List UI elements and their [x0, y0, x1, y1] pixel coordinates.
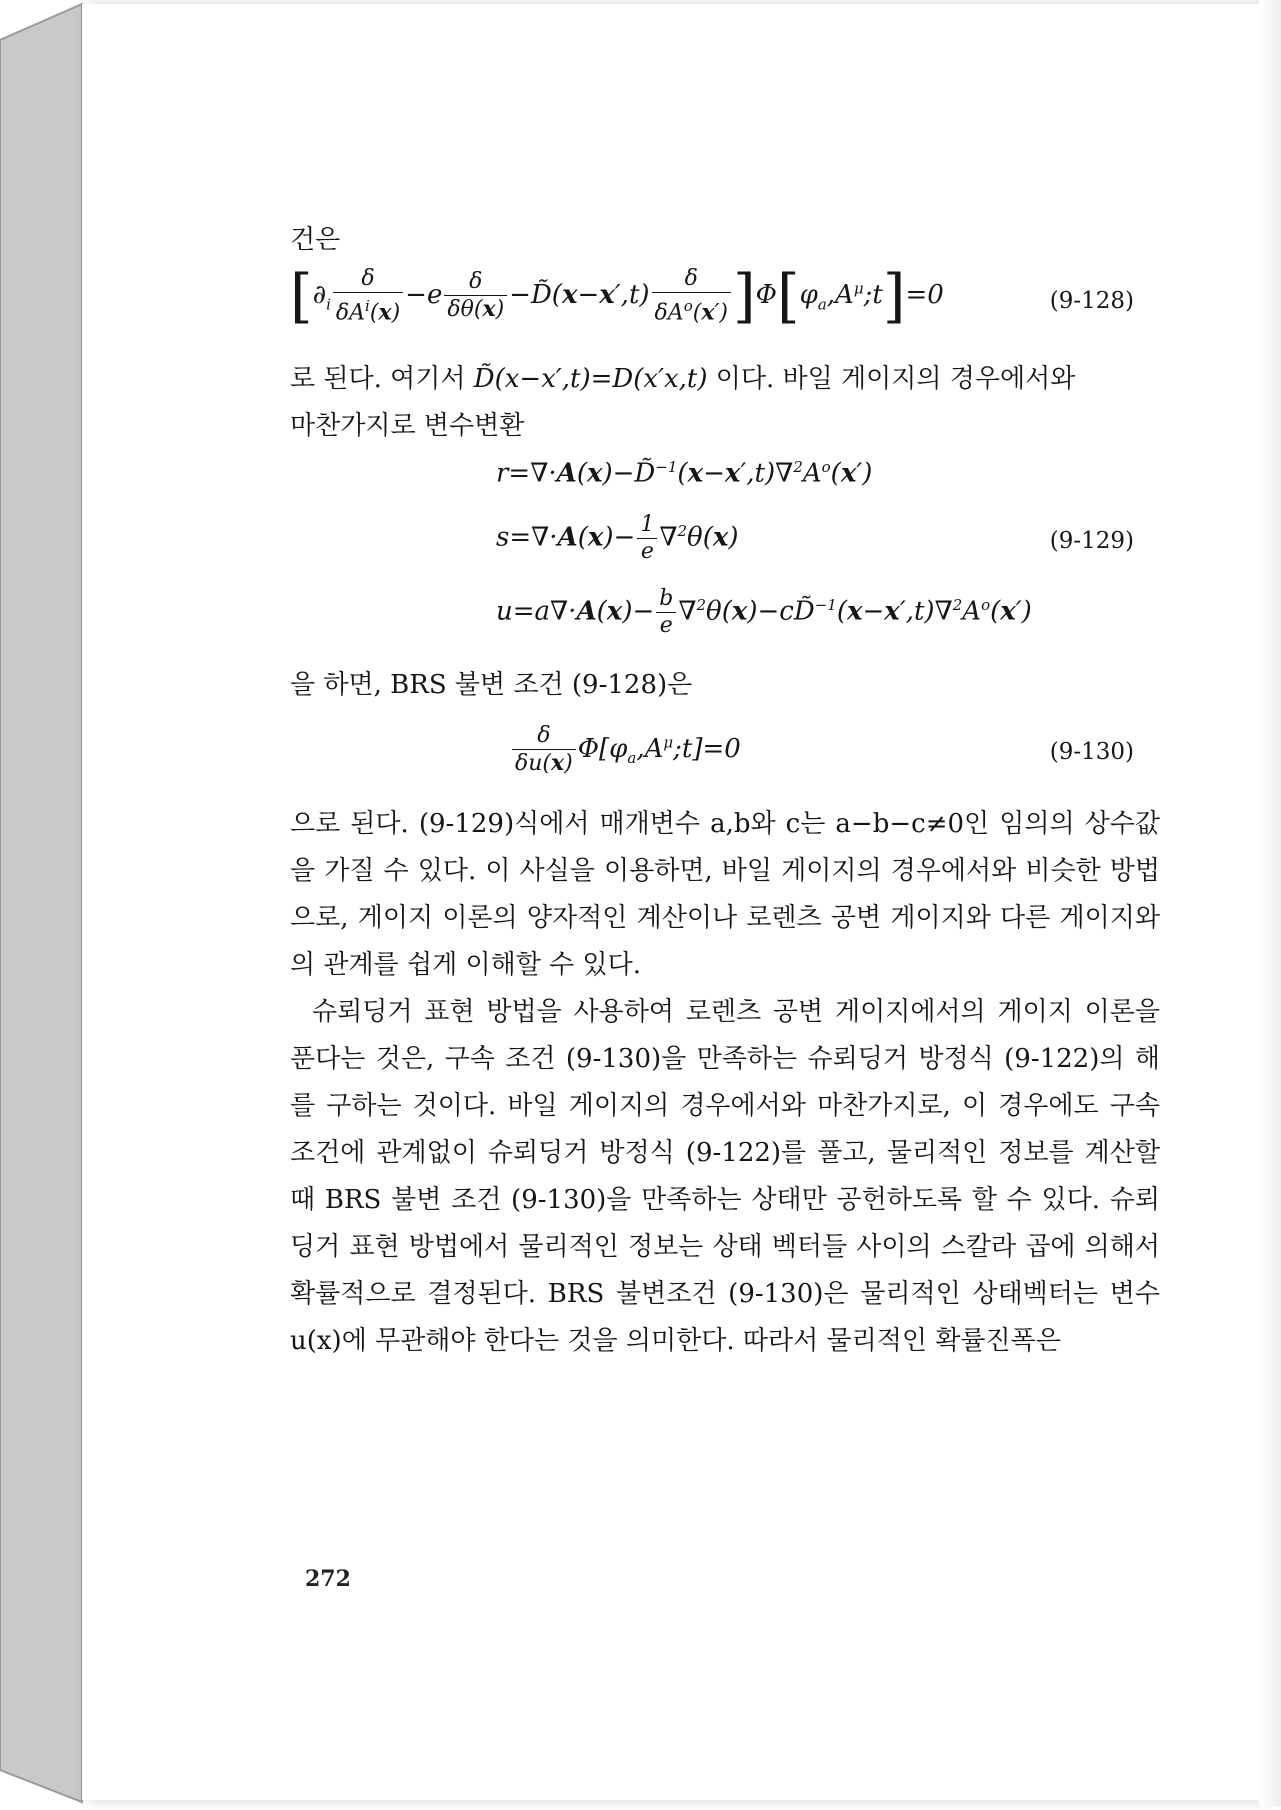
equation-9-130: $\frac{\delta}{\delta u(x)}$ $\Phi[\varphi_a,A^\mu;t]=0$ (9-130) [290, 709, 1160, 801]
text-line: 로 된다. 여기서 D̃(x−x′,t)=D(x′x,t) 이다. 바일 게이지의 경우에서와 [290, 364, 1076, 394]
text-line: 을 하면, BRS 불변 조건 (9-128)은 [290, 670, 693, 700]
equation-number: (9-129) [1049, 528, 1134, 554]
equation-number: (9-130) [1049, 739, 1134, 765]
paragraph: 으로 된다. (9-129)식에서 매개변수 a,b와 c는 a−b−c≠0인 임의의 상수값을 가질 수 있다. 이 사실을 이용하면, 바일 게이지의 경우에서와 비슷한 방법으로, 게이지 이론의 양자적인 계산이나 로렌츠 공변 게이지와 다른 게이지와의 관계를 쉽게 이해할 수 있다. [290, 809, 1160, 980]
equation-number: (9-128) [1049, 288, 1134, 314]
page-edge [1259, 0, 1281, 1806]
inline-equation: D̃(x−x′,t)=D(x′x,t) [473, 364, 708, 394]
text-line: 건은 [290, 225, 341, 255]
page-number: 272 [305, 1566, 351, 1592]
equation-9-128: [$\partial_i$ $\frac{\delta}{\delta A^i(x)}$ −e $\frac{\delta}{\delta\theta(x)}$ −D̃(x−x′,t) $\frac{\delta}{\delta A^o(x')}$ ]$\Phi[\varphi_a,A^\mu;t]=0$ (9-128) [290, 262, 1134, 331]
book-spine [0, 0, 84, 1806]
paragraph: 슈뢰딩거 표현 방법을 사용하여 로렌츠 공변 게이지에서의 게이지 이론을 푼다는 것은, 구속 조건 (9-130)을 만족하는 슈뢰딩거 방정식 (9-122)의 해를 구하는 것이다. 바일 게이지의 경우에서와 마찬가지로, 이 경우에도 구속 조건에 관계없이 슈뢰딩거 방정식 (9-122)를 풀고, 물리적인 정보를 계산할 때 BRS 불변 조건 (9-130)을 만족하는 상태만 공헌하도록 할 수 있다. 슈뢰딩거 표현 방법에서 물리적인 정보는 상태 벡터들 사이의 스칼라 곱에 의해서 확률적으로 결정된다. BRS 불변조건 (9-130)은 물리적인 상태벡터는 변수 u(x)에 무관해야 한다는 것을 의미한다. 따라서 물리적인 확률진폭은 [290, 997, 1160, 1356]
page-content [290, 220, 1160, 1365]
equation-9-129: $r=\nabla\cdot A(x)-D̃^{-1}(x-x',t)\nabla^2A^o(x')$ s=∇·A(x)− $\frac{1}{e}$ ∇$^2$θ(x) (9-129) u=a∇·A(x)− $\frac{b}{e}$ $\nabla^2\theta(x)-cD̃^{-1}(x-x',t)\nabla^2A^o(x')$ [496, 458, 1134, 638]
text-line: 마찬가지로 변수변환 [290, 411, 525, 441]
